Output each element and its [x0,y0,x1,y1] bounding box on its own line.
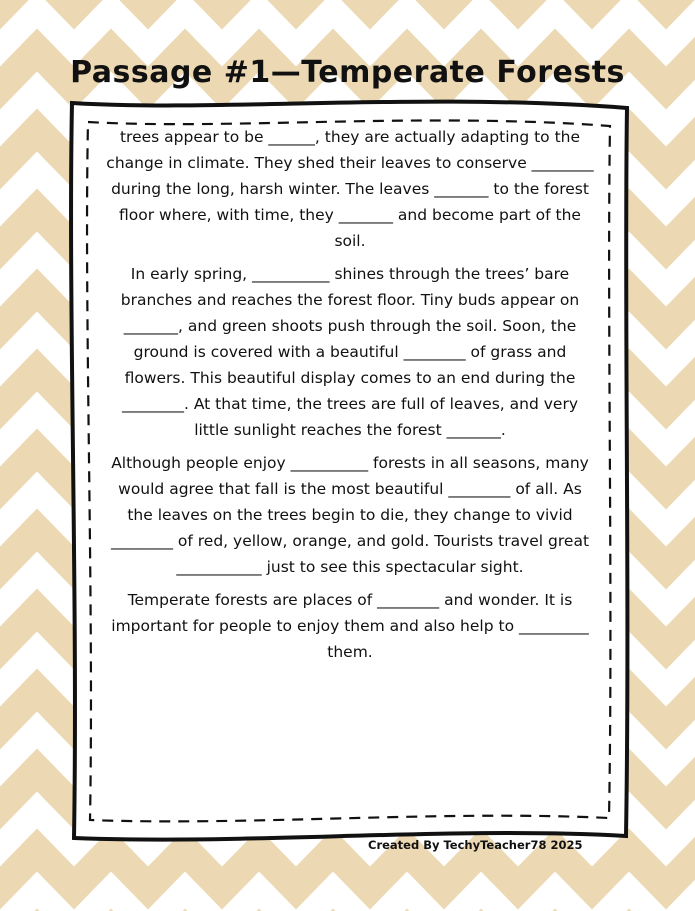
paragraph: trees appear to be ______, they are actually adapting to the change in climate. They shed their leaves to conserve ________ during the long, harsh winter. The leaves _______ to the forest floor where, with time, they _______ and become part of the soil. [106,128,594,250]
paragraph: Temperate forests are places of ________ and wonder. It is important for people to enjoy them and also help to _________ them. [111,591,589,661]
paragraph: Although people enjoy __________ forests in all seasons, many would agree that fall is the most beautiful ________ of all. As the leaves on the trees begin to die, they change to vivid ________ of red, yellow, orange, and gold. Tourists travel great ___________ just to see this spectacular sight. [110,454,590,576]
passage-text [103,124,597,672]
page-title: Passage #1—Temperate Forests [70,55,625,90]
credit-text: Created By TechyTeacher78 2025 [368,838,583,852]
paragraph: In early spring, __________ shines through the trees’ bare branches and reaches the forest floor. Tiny buds appear on _______, and green shoots push through the soil. Soon, the ground is covered with a beautiful ________ of grass and flowers. This beautiful display comes to an end during the ________. At that time, the trees are full of leaves, and very little sunlight reaches the forest _______. [120,265,580,439]
